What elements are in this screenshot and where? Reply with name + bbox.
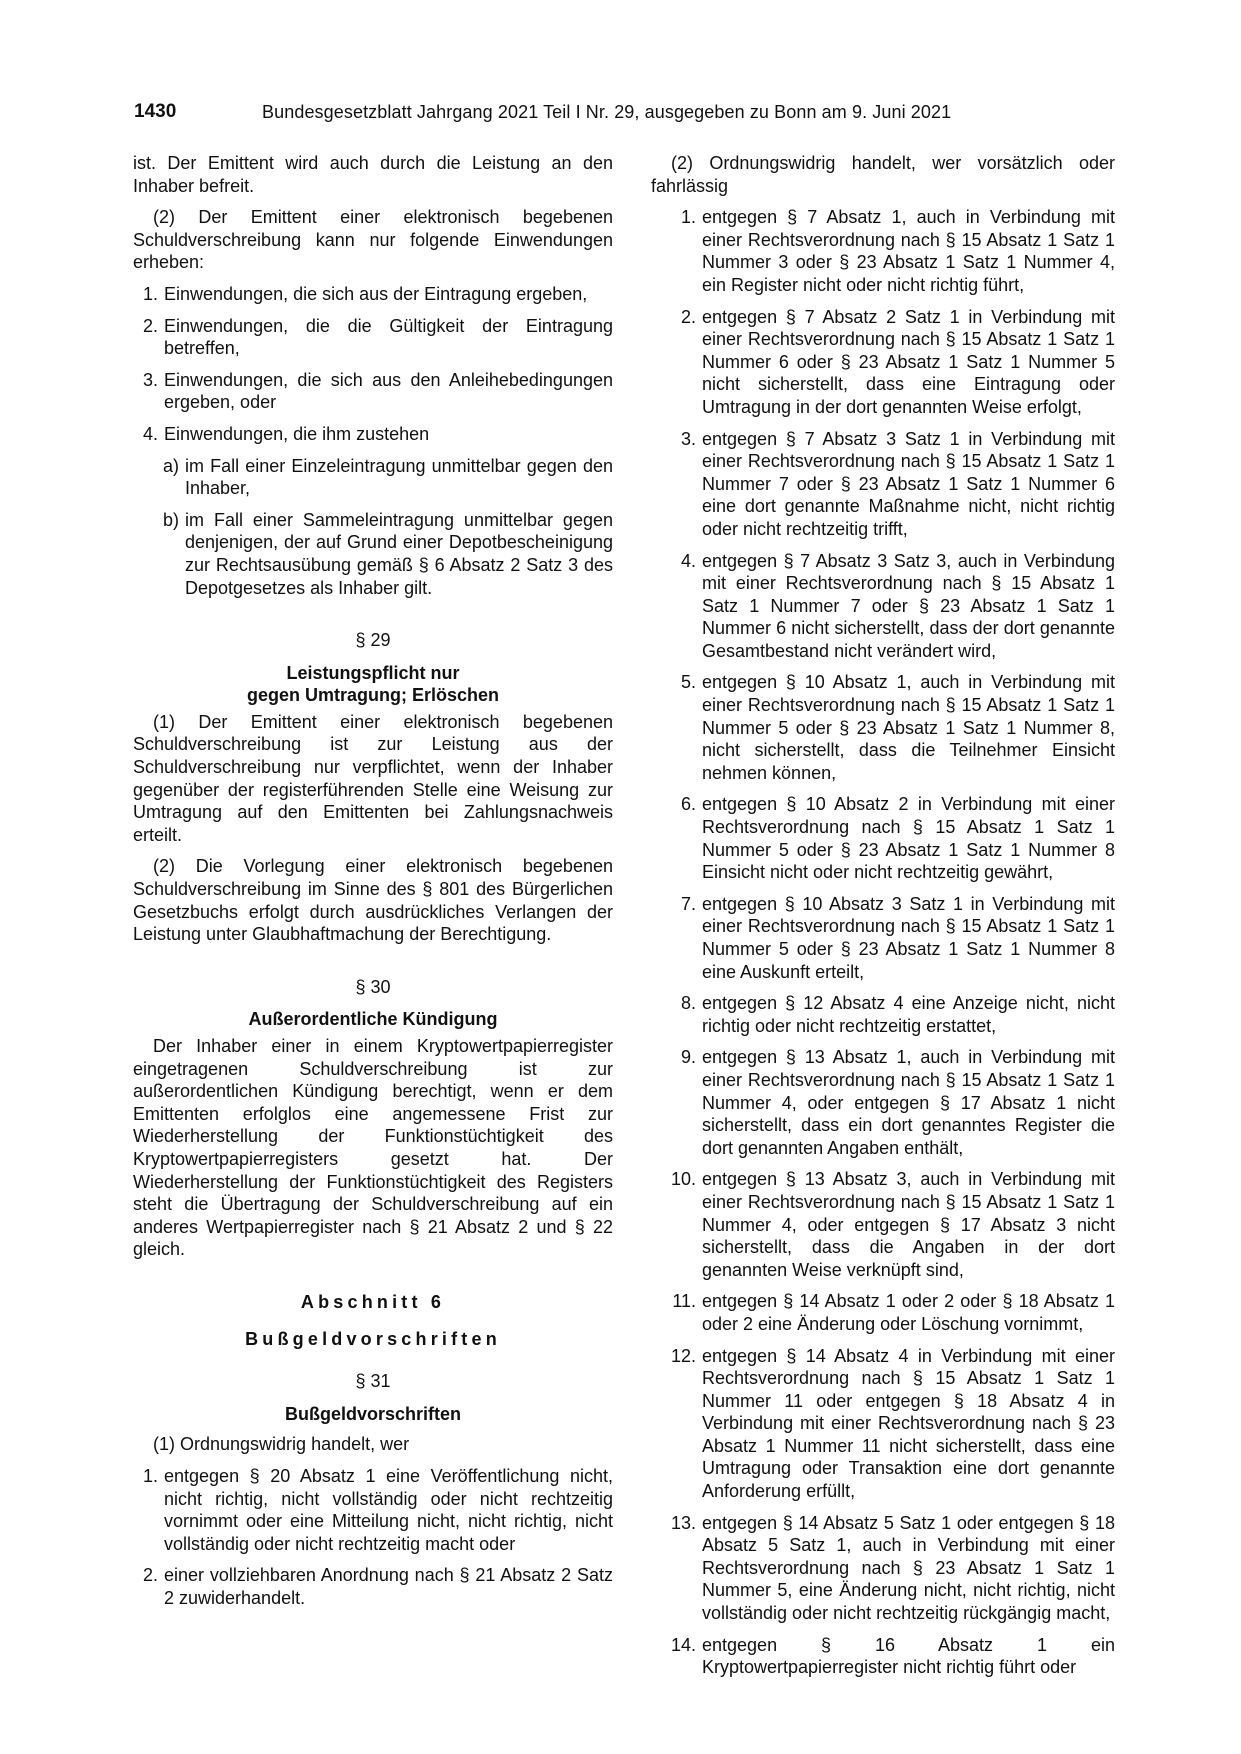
section-number: § 30 [355,976,391,997]
right-column [651,152,1115,1688]
paragraph: Der Inhaber einer in einem Kryptowertpapierregister eingetragenen Schuldverschreibung ist zur außerordentlichen Kündigung berechtigt, wenn er dem Emittenten erfolglos eine angemessene Frist zur Wiederherstellung der Funktionstüchtigkeit des Kryptowertpapierregisters gesetzt hat. Der Wiederherstellung der Funktionstüchtigkeit des Registers steht die Übertragung der Schuldverschreibung auf ein anderes Wertpapierregister nach § 21 Absatz 2 und § 22 gleich. [133,1036,613,1260]
list-item: 3. entgegen § 7 Absatz 3 Satz 1 in Verbindung mit einer Rechtsverordnung nach § 15 Absatz 1 Satz 1 Nummer 7 oder § 23 Absatz 1 Satz 1 Nummer 6 eine dort genannte Maßnahme nicht, nicht richtig oder nicht rechtzeitig trifft, [680,428,1115,539]
section-title: gegen Umtragung; Erlöschen [246,685,500,706]
list-item: 1. Einwendungen, die sich aus der Eintragung ergeben, [142,283,588,304]
left-column [133,152,613,1618]
page-number: 1430 [134,101,177,122]
list-item: 2. Einwendungen, die die Gültigkeit der Eintragung betreffen, [142,315,613,359]
section-title: Leistungspflicht nur [286,662,460,683]
paragraph-continuation: ist. Der Emittent wird auch durch die Leistung an den Inhaber befreit. [133,153,613,196]
sub-list-item: b) im Fall einer Sammeleintragung unmittelbar gegen denjenigen, der auf Grund einer Depotbescheinigung zur Rechtsausübung gemäß § 6 Absatz 2 Satz 3 des Depotgesetzes als Inhaber gilt. [162,509,613,598]
list-item: 4. Einwendungen, die ihm zustehen [142,423,430,444]
section-number: § 31 [355,1371,391,1392]
section-title: Außerordentliche Kündigung [248,1009,498,1030]
list-item: 2. entgegen § 7 Absatz 2 Satz 1 in Verbindung mit einer Rechtsverordnung nach § 15 Absatz 1 Satz 1 Nummer 6 oder § 23 Absatz 1 Satz 1 Nummer 5 nicht sicherstellt, dass eine Eintragung oder Umtragung in der dort genannten Weise erfolgt, [680,306,1115,417]
list-item: 1. entgegen § 7 Absatz 1, auch in Verbindung mit einer Rechtsverordnung nach § 15 Absatz 1 Satz 1 Nummer 3 oder § 23 Absatz 1 Satz 1 Nummer 4, ein Register nicht oder nicht richtig führt, [680,207,1115,295]
list-item: 3. Einwendungen, die sich aus den Anleihebedingungen ergeben, oder [142,369,613,413]
list-item: 2. einer vollziehbaren Anordnung nach § 21 Absatz 2 Satz 2 zuwiderhandelt. [142,1565,613,1608]
list-item: 9. entgegen § 13 Absatz 1, auch in Verbindung mit einer Rechtsverordnung nach § 15 Absatz 1 Satz 1 Nummer 4, oder entgegen § 17 Absatz 1 nicht sicherstellt, dass ein dort genanntes Register die dort genannten Angaben enthält, [680,1047,1115,1158]
paragraph-einwendungen: (2) Der Emittent einer elektronisch begebenen Schuldverschreibung kann nur folgende Einwendungen erheben: [133,207,613,273]
list-item: 1. entgegen § 20 Absatz 1 eine Veröffentlichung nicht, nicht richtig, nicht vollständig oder nicht rechtzeitig vornimmt oder eine Mitteilung nicht, nicht richtig, nicht vollständig oder nicht rechtzeitig macht oder [142,1465,613,1554]
paragraph: (2) Ordnungswidrig handelt, wer vorsätzlich oder fahrlässig [651,153,1115,196]
list-item: 4. entgegen § 7 Absatz 3 Satz 3, auch in Verbindung mit einer Rechtsverordnung nach § 15 Absatz 1 Satz 1 Nummer 7 oder § 23 Absatz 1 Satz 1 Nummer 6 nicht sicherstellt, dass der dort genannte Gesamtbestand nicht verändert wird, [680,550,1115,661]
paragraph: (1) Der Emittent einer elektronisch begebenen Schuldverschreibung ist zur Leistung aus der Schuldverschreibung nur verpflichtet, wenn der Inhaber gegenüber der registerführenden Stelle eine Weisung zur Umtragung auf den Emittenten bei Zahlungsnachweis erteilt. [133,711,613,845]
list-item: 12. entgegen § 14 Absatz 4 in Verbindung mit einer Rechtsverordnung nach § 15 Absatz 1 Satz 1 Nummer 11 oder entgegen § 18 Absatz 4 in Verbindung mit einer Rechtsverordnung nach § 23 Absatz 1 Nummer 11 nicht sicherstellt, dass eine Umtragung oder Transaktion eine dort genannte Anforderung erfüllt, [670,1345,1115,1502]
list-item: 13. entgegen § 14 Absatz 5 Satz 1 oder entgegen § 18 Absatz 5 Satz 1, auch in Verbindung mit einer Rechtsverordnung nach § 23 Absatz 1 Satz 1 Nummer 5, eine Änderung nicht, nicht richtig, nicht vollständig oder nicht rechtzeitig rückgängig macht, [670,1512,1115,1624]
paragraph: (2) Die Vorlegung einer elektronisch begebenen Schuldverschreibung im Sinne des § 801 des Bürgerlichen Gesetzbuchs erfolgt durch ausdrückliches Verlangen der Leistung unter Glaubhaftmachung der Berechtigung. [133,856,613,945]
section-number: § 29 [355,630,391,651]
list-item: 14. entgegen § 16 Absatz 1 ein Kryptowertpapierregister nicht richtig führt oder [670,1634,1115,1678]
running-header: Bundesgesetzblatt Jahrgang 2021 Teil I Nr. 29, ausgegeben zu Bonn am 9. Juni 2021 [262,102,952,122]
list-item: 11. entgegen § 14 Absatz 1 oder 2 oder § 18 Absatz 1 oder 2 eine Änderung oder Löschung vornimmt, [672,1291,1115,1334]
list-item: 10. entgegen § 13 Absatz 3, auch in Verbindung mit einer Rechtsverordnung nach § 15 Absatz 1 Satz 1 Nummer 4, oder entgegen § 17 Absatz 3 nicht sicherstellt, dass die Angaben in der dort genannten Weise verknüpft sind, [670,1169,1115,1280]
list-item: 6. entgegen § 10 Absatz 2 in Verbindung mit einer Rechtsverordnung nach § 15 Absatz 1 Satz 1 Nummer 5 oder § 23 Absatz 1 Satz 1 Nummer 8 Einsicht nicht oder nicht rechtzeitig gewährt, [680,794,1115,883]
paragraph: (1) Ordnungswidrig handelt, wer [153,1434,410,1455]
chapter-title: Bußgeldvorschriften [245,1328,501,1349]
list-item: 5. entgegen § 10 Absatz 1, auch in Verbindung mit einer Rechtsverordnung nach § 15 Absatz 1 Satz 1 Nummer 5 oder § 23 Absatz 1 Satz 1 Nummer 8, nicht sicherstellt, dass die Teilnehmer Einsicht nehmen können, [680,672,1115,783]
list-item: 7. entgegen § 10 Absatz 3 Satz 1 in Verbindung mit einer Rechtsverordnung nach § 15 Absatz 1 Satz 1 Nummer 5 oder § 23 Absatz 1 Satz 1 Nummer 8 eine Auskunft erteilt, [680,893,1115,982]
sub-list-item: a) im Fall einer Einzeleintragung unmittelbar gegen den Inhaber, [162,455,613,499]
chapter-heading: Abschnitt 6 [300,1291,446,1312]
section-title: Bußgeldvorschriften [284,1403,462,1424]
list-item: 8. entgegen § 12 Absatz 4 eine Anzeige nicht, nicht richtig oder nicht rechtzeitig erstattet, [680,993,1115,1036]
